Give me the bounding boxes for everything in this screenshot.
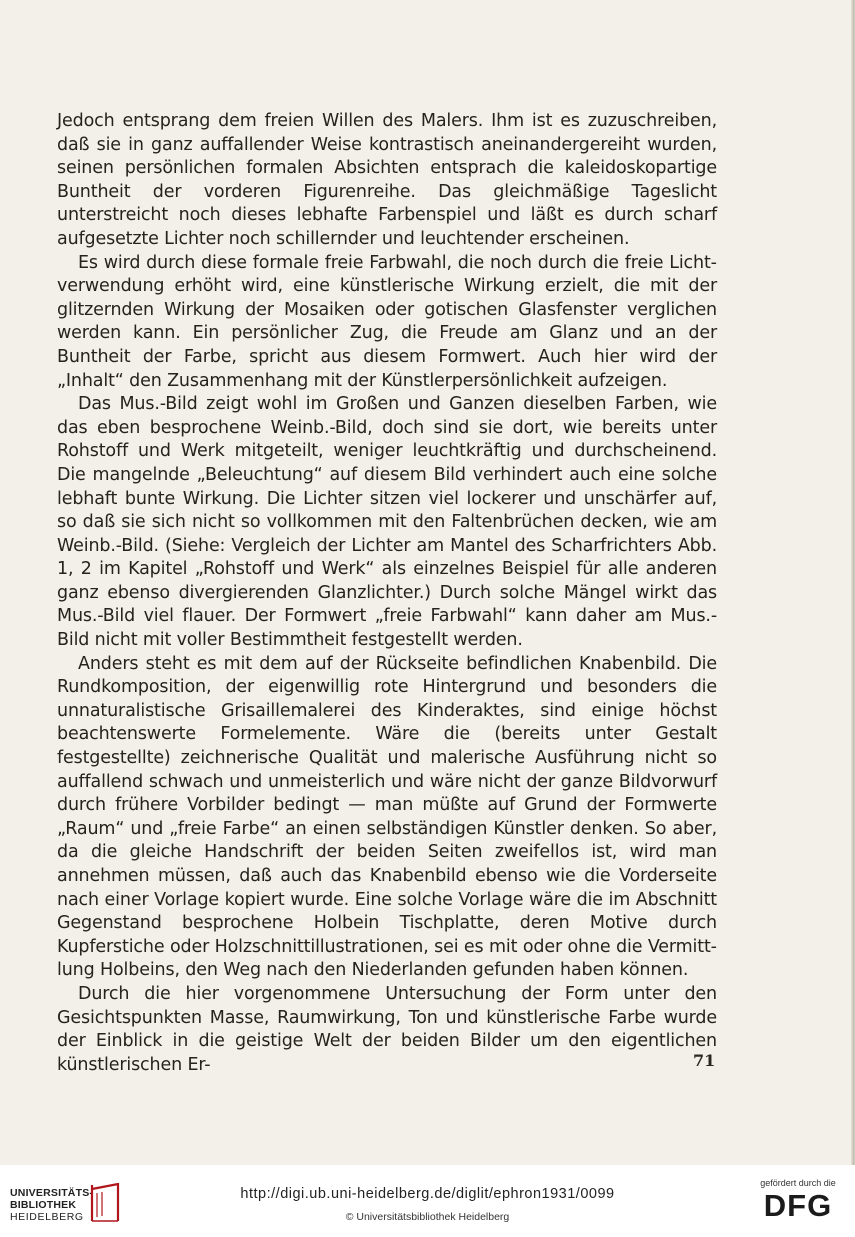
page-number: 71 [693,1051,716,1070]
dfg-logo-icon: DFG [763,1188,833,1223]
library-name-line1: UNIVERSITÄTS- [10,1187,94,1199]
footer-bar [0,1165,855,1237]
dfg-funding[interactable] [752,1178,844,1228]
paragraph-2: Es wird durch diese formale freie Farbwahl, die noch durch die freie Lichtverwendung erhöht wird, eine künstlerische Wirkung erzielt, die mit der glitzernden Wirkung der Mosaiken oder gotischen Glasfenster verglichen werden kann. Ein persönlicher Zug, die Freude am Glanz und an der Buntheit der Farbe, spricht aus diesem Formwert. Auch hier wird der „Inhalt“ den Zusammenhang mit der Künstlerpersönlichkeit aufzeigen. [57,252,717,391]
library-name-line3: HEIDELBERG [10,1211,84,1223]
paragraph-3: Das Mus.-Bild zeigt wohl im Großen und Ganzen dieselben Farben, wie das eben besprochene Weinb.-Bild, doch sind sie dort, wie bereits unter Rohstoff und Werk mitgeteilt, weniger leuchtkräftig und durchscheinend. Die mangelnde „Beleuchtung“ auf diesem Bild verhindert auch eine solche lebhaft bunte Wirkung. Die Lichter sitzen viel lockerer und unschärfer auf, so daß sie sich nicht so vollkommen mit den Faltenbrüchen decken, wie am Weinb.-Bild. (Siehe: Vergleich der Lichter am Mantel des Scharfrichters Abb. 1, 2 im Kapitel „Rohstoff und Werk“ als einzelnes Beispiel für alle anderen ganz ebenso divergierenden Glanzlichter.) Durch solche Mängel wirkt das Mus.-Bild viel flauer. Der Formwert „freie Farbwahl“ kann daher am Mus.-Bild nicht mit voller Bestimmtheit festgestellt werden. [57,394,717,651]
paragraph-5: Durch die hier vorgenommene Untersuchung der Form unter den Gesichtspunkten Masse, Raumwirkung, Ton und künstlerische Farbe wurde der Einblick in die geistige Welt der beiden Bilder um den eigentlichen künstlerischen Er- [57,983,717,1075]
funding-note: gefördert durch die [760,1178,836,1188]
copyright-notice: © Universitätsbibliothek Heidelberg [345,1211,510,1223]
body-text [57,110,717,1077]
source-url-link[interactable]: http://digi.ub.uni-heidelberg.de/diglit/ephron1931/0099 [240,1186,615,1202]
paragraph-4: Anders steht es mit dem auf der Rückseite befindlichen Knabenbild. Die Rundkomposition, der eigenwillig rote Hintergrund und besonders die unnaturalistische Grisaillemalerei des Kinderaktes, sind einige höchst beachtenswerte Formelemente. Wäre die (bereits unter Gestalt festgestellte) zeichnerische Qualität und malerische Ausführung nicht so auffallend schwach und unmeisterlich und wäre nicht der ganze Bildvorwurf durch frühere Vorbilder bedingt — man müßte auf Grund der Formwerte „Raum“ und „freie Farbe“ an einen selbständigen Künstler denken. So aber, da die gleiche Handschrift der beiden Seiten zweifellos ist, wird man annehmen müssen, daß auch das Knabenbild ebenso wie die Vorderseite nach einer Vorlage kopiert wurde. Eine solche Vorlage wäre die im Abschnitt Gegenstand besprochene Holbein Tischplatte, deren Motive durch Kupferstiche oder Holzschnittillustrationen, sei es mit oder ohne die Vermittlung Holbeins, den Weg nach den Niederlanden gefunden haben können. [57,653,717,981]
paragraph-1: Jedoch entsprang dem freien Willen des Malers. Ihm ist es zuzuschreiben, daß sie in ganz auffallender Weise kontrastisch aneinandergereiht wurden, seinen persönlichen formalen Absichten entsprach die kaleidoskopartige Buntheit der vorderen Figurenreihe. Das gleichmäßige Tageslicht unterstreicht noch dieses lebhafte Farbenspiel und läßt es durch scharf aufgesetzte Lichter noch schillernder und leuchtender erscheinen. [57,111,717,249]
page-edge [851,0,854,1165]
library-name-line2: BIBLIOTHEK [10,1199,77,1211]
